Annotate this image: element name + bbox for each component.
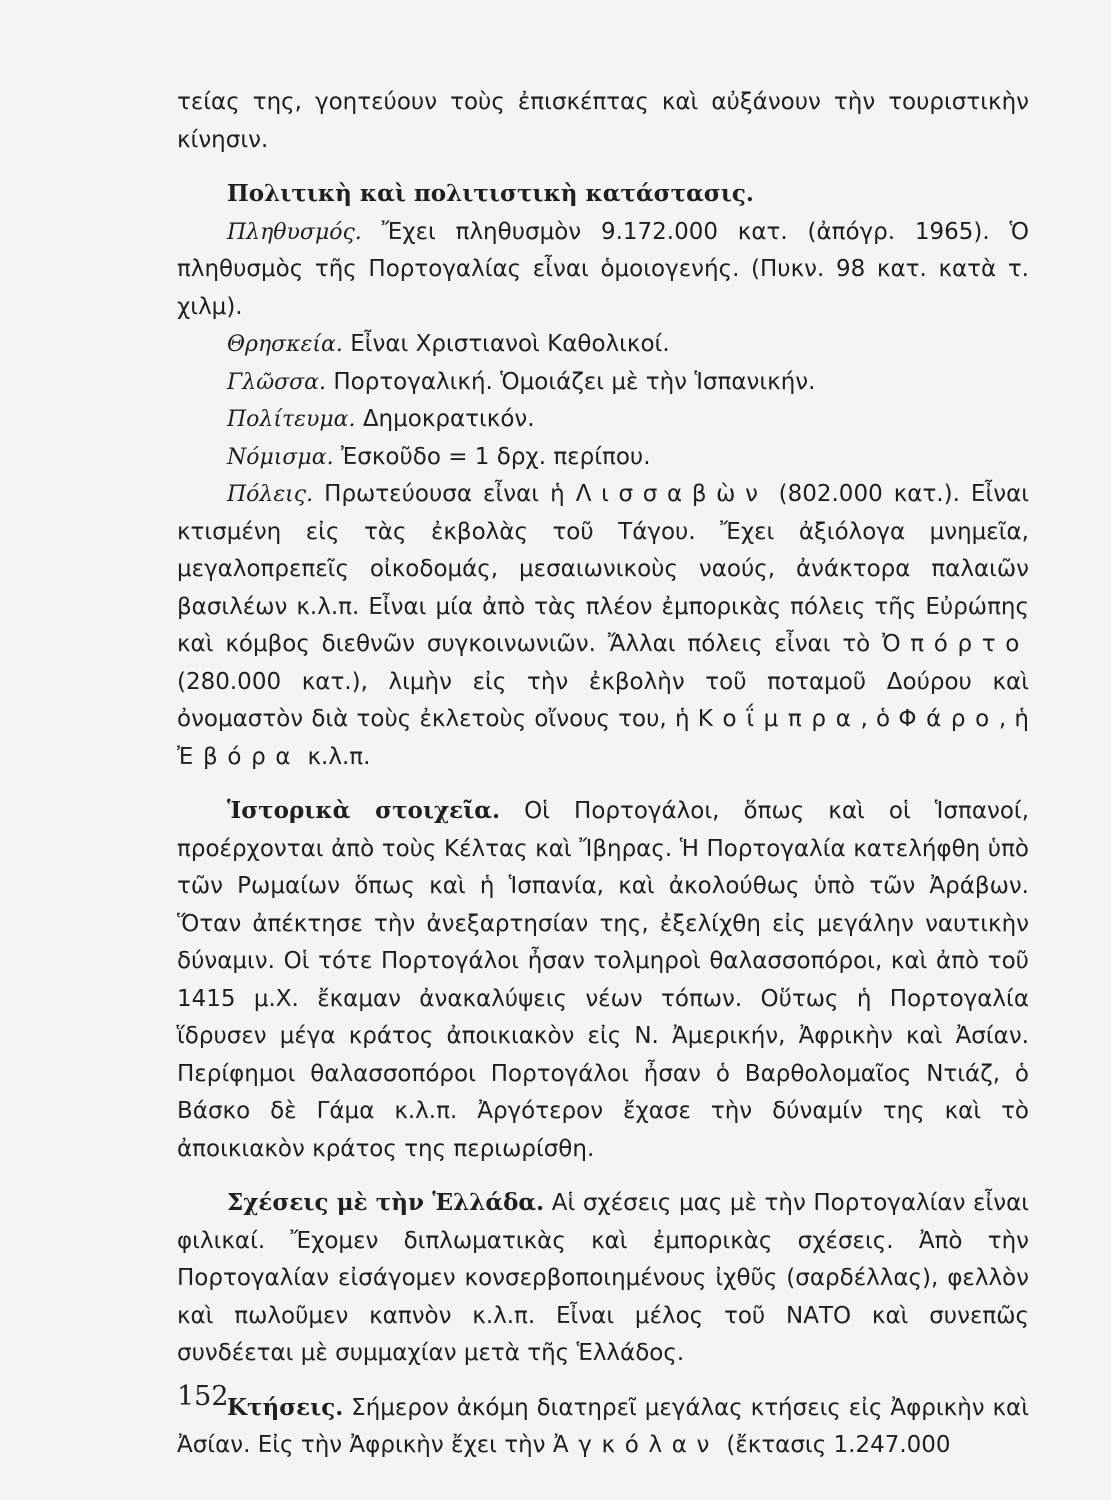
polity-paragraph: [177, 401, 1029, 439]
relations-paragraph: [177, 1184, 1029, 1373]
city-evora: Ἐβόρα: [177, 743, 301, 770]
history-text: Οἱ Πορτογάλοι, ὅπως καὶ οἱ Ἱσπανοί, προέρχονται ἀπὸ τοὺς Κέλτας καὶ Ἴβηρας. Ἡ Πορτογαλία κατελήφθη ὑπὸ τῶν Ρωμαίων ὅπως καὶ ἡ Ἱσπανία, καὶ ἀκολούθως ὑπὸ τῶν Ἀράβων. Ὅταν ἀπέκτησε τὴν ἀνεξαρτησίαν της, ἐξελίχθη εἰς μεγάλην ναυτικὴν δύναμιν. Οἱ τότε Πορτογάλοι ἦσαν τολμηροὶ θαλασσοπόροι, καὶ ἀπὸ τοῦ 1415 μ.Χ. ἔκαμαν ἀνακαλύψεις νέων τόπων. Οὕτως ἡ Πορτογαλία ἵδρυσεν μέγα κράτος ἀποικιακὸν εἰς Ν. Ἀμερικήν, Ἀφρικὴν καὶ Ἀσίαν. Περίφημοι θαλασσοπόροι Πορτογάλοι ἦσαν ὁ Βαρθολομαῖος Ντιάζ, ὁ Βάσκο δὲ Γάμα κ.λ.π. Ἀργότερον ἔχασε τὴν δύναμίν της καὶ τὸ ἀποικιακὸν κράτος της περιωρίσθη.: [177, 798, 1030, 1162]
city-faro: Φάρο: [898, 706, 999, 732]
possessions-text-1: Σήμερον ἀκόμη διατηρεῖ μεγάλας κτήσεις εἰς Ἀφρικὴν καὶ Ἀσίαν. Εἰς τὴν Ἀφρικὴν ἔχει τὴν: [177, 1394, 1029, 1458]
intro-paragraph: [177, 84, 1029, 159]
political-heading: Πολιτικὴ καὶ πολιτιστικὴ κατάστασις.: [227, 180, 754, 207]
cities-text-4: , ὁ: [860, 706, 891, 732]
page-number: 152: [177, 1381, 229, 1412]
cities-text-2: (802.000 κατ.). Εἶναι κτισμένη εἰς τὰς ἐκβολὰς τοῦ Τάγου. Ἔχει ἀξιόλογα μνημεῖα, μεγαλοπρεπεῖς οἰκοδομάς, μεσαιωνικοὺς ναούς, ἀνάκτορα παλαιῶν βασιλέων κ.λ.π. Εἶναι μία ἀπὸ τὰς πλέον ἐμπορικὰς πόλεις τῆς Εὐρώπης καὶ κόμβος διεθνῶν συγκοινωνιῶν. Ἄλλαι πόλεις εἶναι τὸ: [177, 481, 1030, 657]
religion-text: Εἶναι Χριστιανοὶ Καθολικοί.: [350, 331, 670, 357]
polity-label: Πολίτευμα.: [227, 407, 356, 432]
possessions-heading: Κτήσεις.: [227, 1393, 344, 1421]
relations-heading: Σχέσεις μὲ τὴν Ἑλλάδα.: [227, 1189, 545, 1216]
religion-label: Θρησκεία.: [227, 332, 343, 357]
currency-text: Ἐσκοῦδο = 1 δρχ. περίπου.: [340, 443, 651, 470]
polity-text: Δημοκρατικόν.: [362, 406, 535, 432]
currency-paragraph: [177, 439, 1029, 477]
text-block: [177, 84, 1029, 1465]
cities-label: Πόλεις.: [227, 482, 314, 507]
cities-text-3: (280.000 κατ.), λιμὴν εἰς τὴν ἐκβολὴν τοῦ ποταμοῦ Δούρου καὶ ὀνομαστὸν διὰ τοὺς ἐκλετοὺς οἴνους του, ἡ: [177, 668, 1029, 732]
history-paragraph: [177, 792, 1029, 1168]
religion-paragraph: [177, 326, 1029, 364]
possessions-paragraph: [177, 1389, 1029, 1465]
language-text: Πορτογαλική. Ὁμοιάζει μὲ τὴν Ἱσπανικήν.: [333, 368, 816, 395]
currency-label: Νόμισμα.: [227, 444, 334, 470]
city-coimbra: Κοΐμπρα: [697, 706, 861, 732]
cities-paragraph: [177, 476, 1029, 776]
city-lisbon: Λισσαβὼν: [575, 481, 768, 507]
possessions-text-2: (ἔκτασις 1.247.000: [726, 1432, 951, 1458]
cities-text-5: , ἡ: [998, 706, 1029, 732]
language-paragraph: [177, 364, 1029, 402]
cities-text-1: Πρωτεύουσα εἶναι ἡ: [324, 481, 565, 507]
language-label: Γλῶσσα.: [227, 369, 327, 395]
city-porto: Ὀπόρτο: [882, 631, 1030, 657]
possession-angola: Ἀγκόλαν: [552, 1432, 720, 1458]
population-label: Πληθυσμός.: [227, 219, 362, 245]
population-text: Ἔχει πληθυσμὸν 9.172.000 κατ. (ἀπόγρ. 1965). Ὁ πληθυσμὸς τῆς Πορτογαλίας εἶναι ὁμοιογενής. (Πυκν. 98 κατ. κατὰ τ. χιλμ).: [177, 218, 1030, 320]
history-heading: Ἱστορικὰ στοιχεῖα.: [227, 797, 500, 824]
relations-text: Αἱ σχέσεις μας μὲ τὴν Πορτογαλίαν εἶναι φιλικαί. Ἔχομεν διπλωματικὰς καὶ ἐμπορικὰς σχέσεις. Ἀπὸ τὴν Πορτογαλίαν εἰσάγομεν κονσερβοποιημένους ἰχθῦς (σαρδέλλας), φελλὸν καὶ πωλοῦμεν καπνὸν κ.λ.π. Εἶναι μέλος τοῦ ΝΑΤΟ καὶ συνεπῶς συνδέεται μὲ συμμαχίαν μετὰ τῆς Ἑλλάδος.: [177, 1190, 1030, 1366]
cities-text-6: κ.λ.π.: [307, 743, 371, 770]
intro-text: τείας της, γοητεύουν τοὺς ἐπισκέπτας καὶ αὐξάνουν τὴν τουριστικὴν κίνησιν.: [177, 89, 1029, 153]
population-paragraph: [177, 214, 1029, 327]
political-heading-paragraph: [177, 175, 1029, 214]
